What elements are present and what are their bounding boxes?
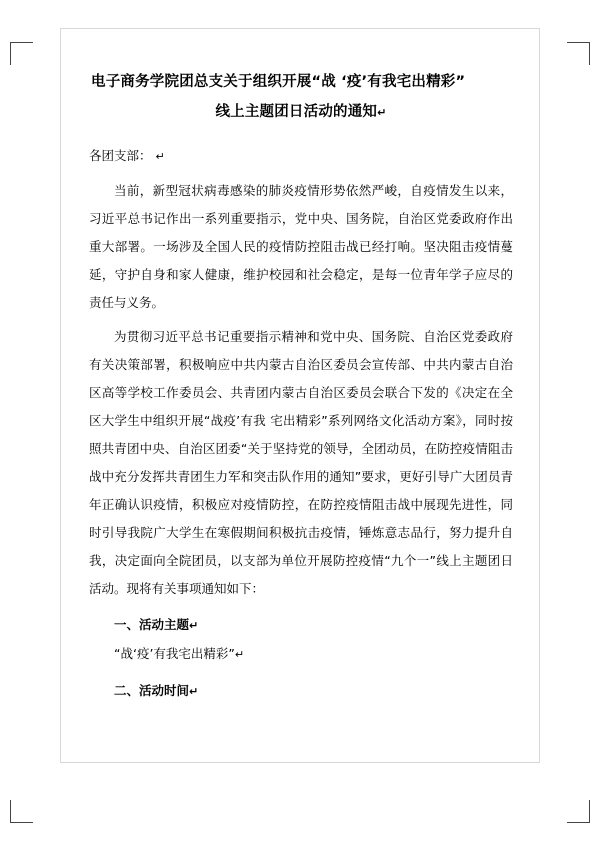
document-page (60, 28, 540, 763)
document-content (89, 67, 513, 752)
paragraph-mark: ↵ (189, 619, 199, 632)
paragraph-mark: ↵ (155, 150, 165, 163)
title-text-line-1: 电子商务学院团总支关于组织开展“战 ‘疫’有我宅出精彩” (91, 74, 466, 90)
title-text-line-2: 线上主题团日活动的通知 (215, 104, 378, 120)
salutation (89, 142, 513, 171)
paragraph-mark: ↵ (234, 648, 245, 661)
crop-mark-top-right (567, 42, 590, 65)
section-content-1-text: “战‘疫’有我宅出精彩” (114, 646, 235, 661)
document-title-line-2 (89, 97, 513, 128)
section-heading-1 (89, 611, 513, 640)
section-heading-2 (89, 677, 513, 706)
section-content-1 (89, 640, 513, 669)
section-heading-1-text: 一、活动主题 (114, 617, 190, 632)
crop-mark-bottom-right (567, 800, 590, 823)
body-paragraph-1: 当前，新型冠状病毒感染的肺炎疫情形势依然严峻，自疫情发生以来，习近平总书记作出一系列重要指示，党中央、国务院，自治区党委政府作出重大部署。一场涉及全国人民的疫情防控阻击战已经打响。坚决阻击疫情蔓延，守护自身和家人健康，维护校园和社会稳定，是每一位青年学子应尽的责任与义务。 (89, 183, 513, 310)
paragraph-mark: ↵ (377, 106, 387, 119)
crop-mark-top-left (10, 42, 33, 65)
body-paragraph-2: 为贯彻习近平总书记重要指示精神和党中央、国务院、自治区党委政府有关决策部署，积极响应中共内蒙古自治区委员会宣传部、中共内蒙古自治区高等学校工作委员会、共青团内蒙古自治区委员会联合下发的《决定在全区大学生中组织开展“战疫’有我 宅出精彩”系列网络文化活动方案》，同时按照共青团中央、自治区团委“关于坚持党的领导，全团动员，在防控疫情阻击战中充分发挥共青团生力军和突击队作用的通知”要求，更好引导广大团员青年正确认识疫情，积极应对疫情防控，在防控疫情阻击战中展现先进性，同时引导我院广大学生在寒假期间积极抗击疫情，锤炼意志品行，努力提升自我，决定面向全院团员，以支部为单位开展防控疫情“九个一”线上主题团日活动。现将有关事项通知如下： (89, 329, 513, 596)
document-title-line-1 (89, 67, 513, 97)
paragraph-mark: ↵ (189, 685, 199, 698)
section-heading-2-text: 二、活动时间 (114, 683, 190, 698)
salutation-text: 各团支部： (89, 148, 152, 163)
crop-mark-bottom-left (10, 800, 33, 823)
